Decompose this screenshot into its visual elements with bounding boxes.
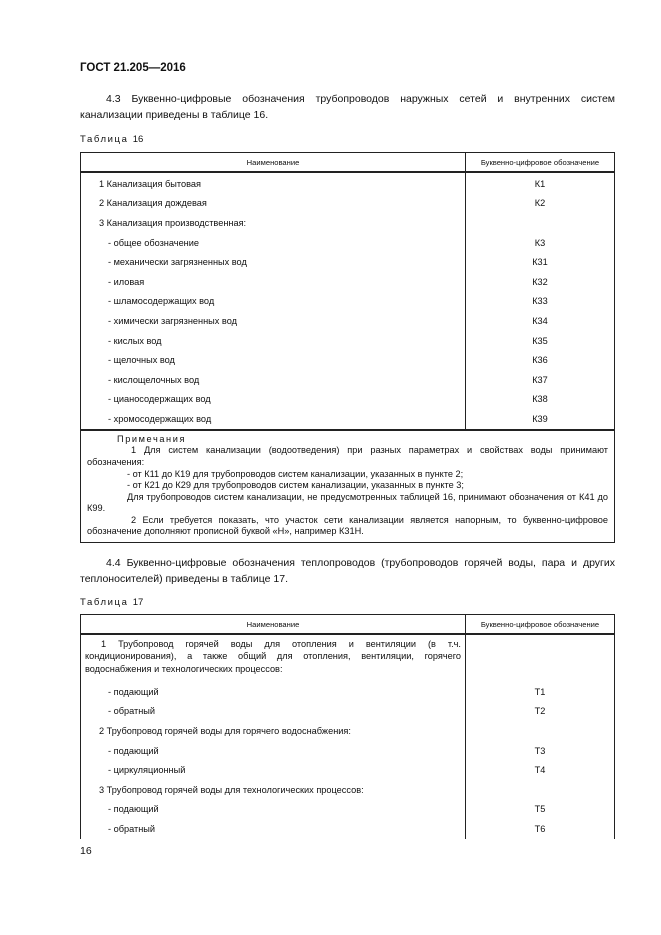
table-row-code: К1 [534,178,546,189]
table-16-caption [80,134,143,145]
table-row-code: Т3 [534,745,546,756]
table-17-name-header: Наименование [81,615,466,635]
table-row-name: - подающий [108,804,159,815]
document-code: ГОСТ 21.205—2016 [80,62,186,74]
table-row-code: К36 [532,355,548,366]
table-17-first-row: 1 Трубопровод горячей воды для отопления и вентиляции (в т.ч. кондиционирования), а также общий для отопления, вентиляции, горячего водоснабжения и технологических процессов: [85,639,461,674]
table-row-name: - кислых вод [108,335,162,346]
paragraph-4-4-text: 4.4 Буквенно-цифровые обозначения теплопроводов (трубопроводов горячей воды, пара и других теплоносителей) приведены в таблице 17. [80,557,615,585]
table-row-code [466,721,614,741]
table-16-header-row [81,153,615,173]
table-16-name-header: Наименование [81,153,466,173]
table-row-name: - подающий [108,686,159,697]
table-row-name: - шламосодержащих вод [108,296,215,307]
table-row-code: Т4 [534,765,546,776]
table-row-name: - иловая [108,276,145,287]
table-16-name-column [81,172,466,430]
table-row-code: К3 [534,237,546,248]
table-17-name-column [81,634,466,839]
table-row-code: К39 [532,413,548,424]
table-row-code: К34 [532,315,548,326]
table-row-code: Т2 [534,706,546,717]
table-row-name: 3 Канализация производственная: [99,217,247,228]
table-row-name: - щелочных вод [108,355,175,366]
table-row-code: Т1 [534,686,546,697]
table-17-caption-word: Таблица [80,597,129,608]
table-row-code: К38 [532,394,548,405]
page-number: 16 [80,845,92,857]
table-16-code-header: Буквенно-цифровое обозначение [466,153,615,173]
table-row-name: 3 Трубопровод горячей воды для технологических процессов: [99,784,364,795]
table-17-caption [80,597,143,608]
table-16-notes [81,430,615,543]
table-row-code: К32 [532,276,548,287]
table-16-notes-row [81,430,615,543]
table-row-name: - общее обозначение [108,237,199,248]
note-1-item-b: - от К21 до К29 для трубопроводов систем канализации, указанных в пункте 3; [127,480,464,491]
note-1: 1 Для систем канализации (водоотведения) при разных параметрах и свойствах воды принимают обозначения: [87,445,608,467]
table-row-code: К31 [532,257,548,268]
table-row-code: К35 [532,335,548,346]
note-1-item-a: - от К11 до К19 для трубопроводов систем канализации, указанных в пункте 2; [127,468,464,479]
paragraph-4-3-text: 4.3 Буквенно-цифровые обозначения трубопроводов наружных сетей и внутренних систем канализации приведены в таблице 16. [80,93,615,121]
table-row-name: - цианосодержащих вод [108,394,211,405]
table-row-name: 1 Канализация бытовая [99,178,201,189]
table-16 [80,152,615,543]
table-17-code-header: Буквенно-цифровое обозначение [466,615,615,635]
table-row-code [466,213,614,233]
table-16-body [81,172,615,430]
table-row-code: Т5 [534,804,546,815]
table-row-code: К37 [532,374,548,385]
table-row-name: - обратный [108,823,156,834]
table-row-name: - циркуляционный [108,765,186,776]
note-1-remark: Для трубопроводов систем канализации, не предусмотренных таблицей 16, принимают обозначения от К41 до К99. [87,491,608,514]
table-16-caption-word: Таблица [80,134,129,145]
table-17-body [81,634,615,839]
table-row-code: Т6 [534,823,546,834]
table-row-name: 2 Канализация дождевая [99,198,207,209]
table-16-caption-number: 16 [132,134,144,145]
table-row-code [466,780,614,800]
table-row-name: 2 Трубопровод горячей воды для горячего водоснабжения: [99,725,351,736]
table-17-caption-number: 17 [132,597,144,608]
paragraph-4-3 [80,92,615,123]
table-row-code: К2 [534,198,546,209]
table-17-header-row [81,615,615,635]
table-row-name: - кислощелочных вод [108,374,200,385]
paragraph-4-4 [80,556,615,587]
note-2: 2 Если требуется показать, что участок сети канализации является напорным, то буквенно-цифровое обозначение дополняют прописной буквой «Н», например К31Н. [87,514,608,537]
table-row-name: - хромосодержащих вод [108,413,212,424]
notes-title: Примечания [117,433,187,444]
table-row-code: К33 [532,296,548,307]
table-row-name: - обратный [108,706,156,717]
table-17-first-row-code [466,635,614,682]
table-row-name: - механически загрязненных вод [108,257,247,268]
table-17 [80,614,615,839]
table-16-code-column [466,172,615,430]
table-row-name: - химически загрязненных вод [108,315,237,326]
table-17-code-column [466,634,615,839]
table-row-name: - подающий [108,745,159,756]
